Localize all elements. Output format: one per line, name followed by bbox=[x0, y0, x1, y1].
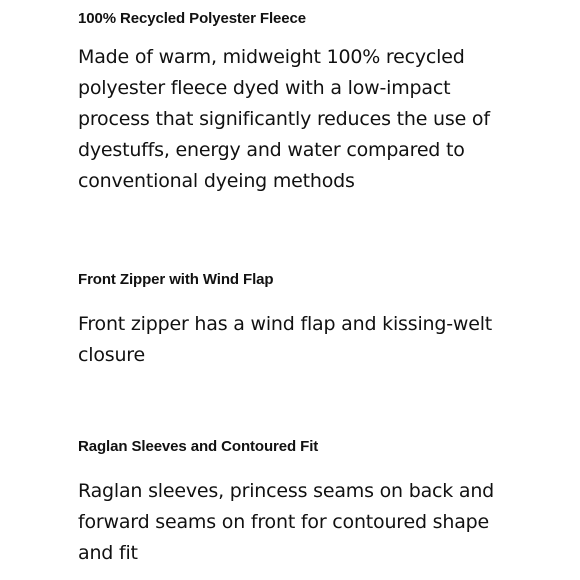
feature-title: Raglan Sleeves and Contoured Fit bbox=[78, 438, 319, 455]
feature-description: Raglan sleeves, princess seams on back and forward seams on front for contoured shape and fit bbox=[78, 480, 495, 564]
feature-title: Front Zipper with Wind Flap bbox=[78, 271, 274, 288]
feature-description: Made of warm, midweight 100% recycled polyester fleece dyed with a low-impact process that significantly reduces the use of dyestuffs, energy and water compared to conventional dyeing methods bbox=[78, 46, 490, 192]
feature-description: Front zipper has a wind flap and kissing-welt closure bbox=[78, 313, 493, 366]
feature-title: 100% Recycled Polyester Fleece bbox=[78, 10, 306, 27]
